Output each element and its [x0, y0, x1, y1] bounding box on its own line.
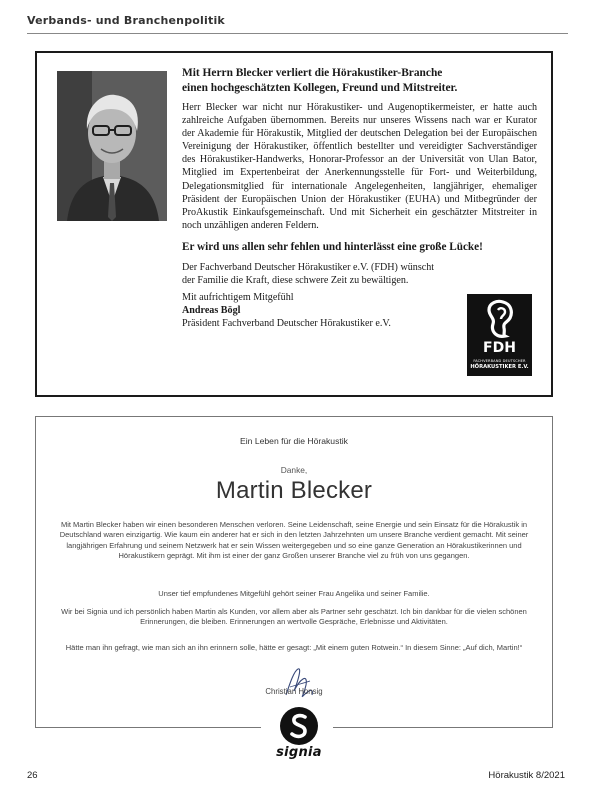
ad-border-bottom-left [35, 727, 261, 728]
signia-wordmark: signia [276, 745, 322, 760]
ad-person-name: Martin Blecker [215, 477, 373, 504]
fdh-subtitle-line2: HÖRAKUSTIKER E.V. [470, 364, 529, 370]
ad-paragraph-1: Mit Martin Blecker haben wir einen besonderen Menschen verloren. Seine Leidenschaft, seine Energie und sein Einsatz für die Hörakustik in Deutschland waren einzigartig. Wie kaum ein anderer hat er sich in den letzten Jahrzehnten um unsere Branche verdient gemacht. Mit seiner langjährigen Erfahrung und seinem Netzwerk hat er sein Wissen weitergegeben und so eine ganze Generation an Hörakustikerinnen und Hörakustikern geprägt. Mit ihm ist einer der ganz Großen unserer Branche viel zu früh von uns gegangen. [59, 520, 529, 561]
obituary-closing: Er wird uns allen sehr fehlen und hinterlässt eine große Lücke! [182, 240, 483, 253]
ad-border-bottom-right [333, 727, 553, 728]
portrait-photo [57, 71, 167, 221]
page-number: 26 [27, 770, 38, 781]
signia-s-icon [280, 707, 318, 745]
fdh-logo [467, 294, 532, 376]
ad-paragraph-2: Unser tief empfundenes Mitgefühl gehört seiner Frau Angelika und seiner Familie. [158, 589, 430, 598]
obituary-title-line2: einen hochgeschätzten Kollegen, Freund und Mitstreiter. [182, 81, 458, 94]
obituary-condolence: Der Fachverband Deutscher Hörakustiker e.V. (FDH) wünscht der Familie die Kraft, diese schwere Zeit zu bewältigen. [182, 261, 435, 287]
fdh-abbr: FDH [483, 340, 516, 356]
section-header: Verbands- und Branchenpolitik [27, 14, 225, 27]
ad-signer-name: Christian Honsig [265, 687, 323, 696]
ad-thanks: Danke, [280, 465, 308, 475]
fdh-subtitle-line1: FACHVERBAND DEUTSCHER [473, 359, 526, 363]
ad-paragraph-4: Hätte man ihn gefragt, wie man sich an ihn erinnern solle, hätte er gesagt: „Mit einem guten Rotwein.“ In diesem Sinne: „Auf dich, Martin!“ [65, 643, 523, 652]
obituary-greeting: Mit aufrichtigem Mitgefühl [182, 292, 294, 304]
header-divider [27, 33, 568, 34]
obituary-signer-name: Andreas Bögl [182, 305, 241, 317]
ear-icon [467, 298, 532, 340]
obituary-body: Herr Blecker war nicht nur Hörakustiker- und Augenoptikermeister, er hatte auch zahlreiche Aufgaben übernommen. Bereits nur unseres Wissens nach war er Kurator der Akademie für Hörakustik, Mitglied der deutschen Delegation bei der Europäischen Vereinigung der Hörakustiker, öffentlich bestellter und vereidigter Sachverständiger des Hörakustiker-Handwerks, Honorar-Professor an der Universität von Ulan Bator, Mitglied im Expertenbeirat der Anerkennungsstelle für Fort- und Weiterbildung, Delegationsmitglied für internationale Angelegenheiten, langjähriger, ehemaliger Präsident der Europäischen Union der Hörakustiker (EUHA) und Mitbegründer der ProAkustik Einkaufsgemeinschaft. Und mit Sicherheit ein geschätzter Mitstreiter in noch unzähligen anderen Feldern. [182, 102, 537, 231]
signia-ad-box [35, 416, 553, 728]
issue-label: Hörakustik 8/2021 [488, 770, 565, 781]
obituary-box [35, 51, 553, 397]
signia-logo [271, 707, 327, 763]
obituary-signer-role: Präsident Fachverband Deutscher Hörakustiker e.V. [182, 318, 391, 330]
obituary-title-line1: Mit Herrn Blecker verliert die Hörakustiker-Branche [182, 67, 443, 79]
ad-paragraph-3: Wir bei Signia und ich persönlich haben Martin als Kunden, vor allem aber als Partner sehr geschätzt. Ich bin dankbar für die vielen schönen Erinnerungen, die bleiben. Erinnerungen an wertvolle Gespräche, Erlebnisse und Aktivitäten. [61, 607, 527, 627]
ad-tagline: Ein Leben für die Hörakustik [240, 436, 348, 446]
